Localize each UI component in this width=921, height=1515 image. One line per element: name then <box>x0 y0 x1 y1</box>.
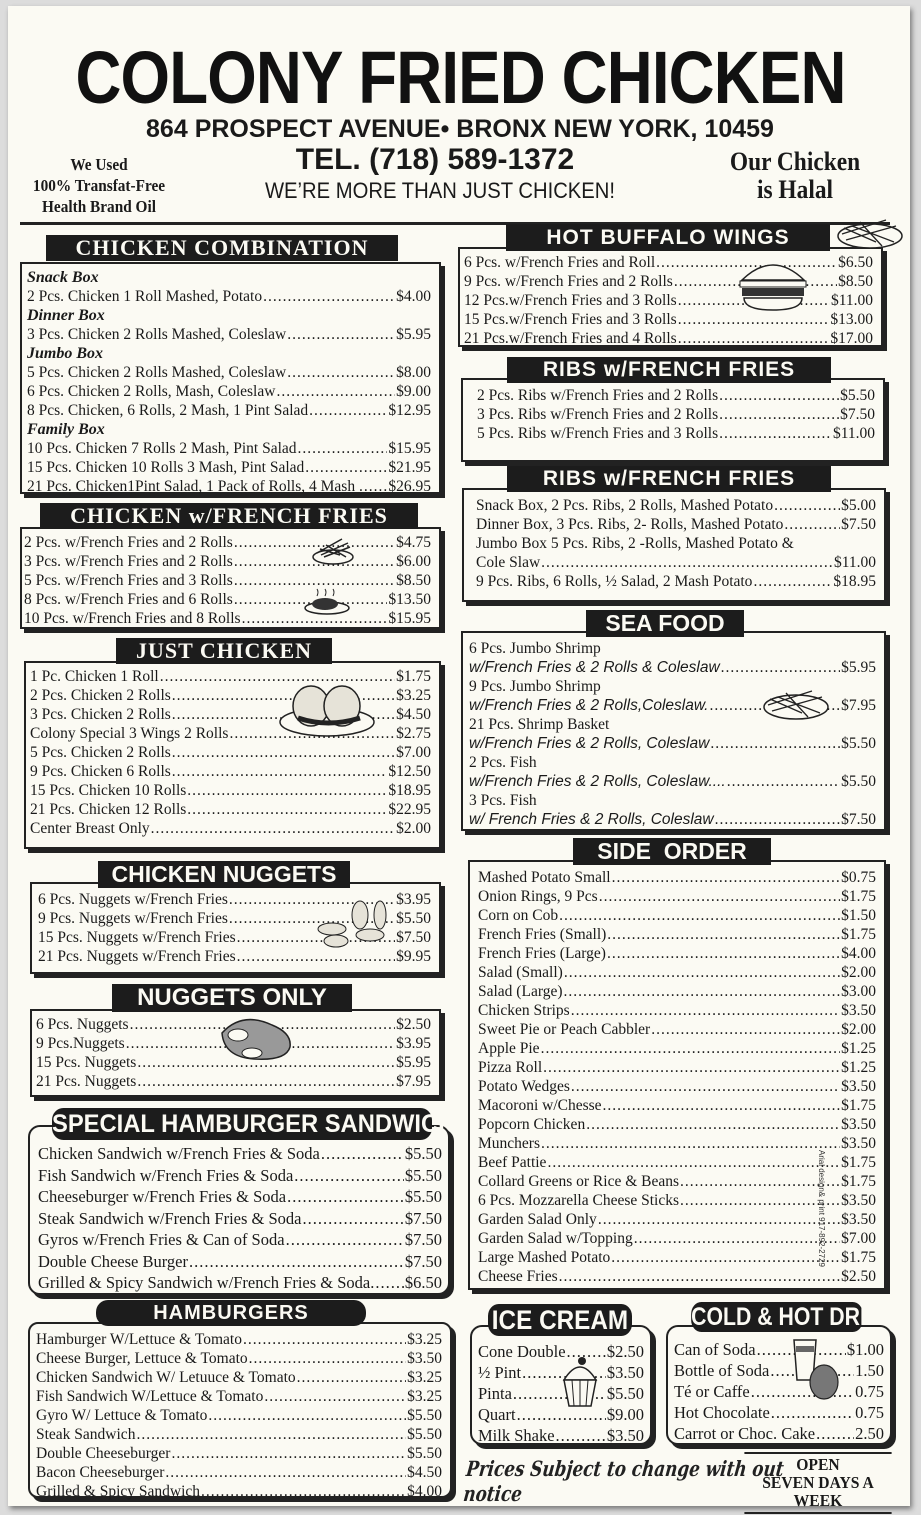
soda-cup-icon <box>792 1336 842 1404</box>
menu-item: 5 Pcs. Chicken 2 Rolls Mashed, Coleslaw ..... $8.00 <box>27 363 431 382</box>
sea-food-box <box>461 631 886 831</box>
menu-item: Steak Sandwich ..... $5.50 <box>36 1425 442 1444</box>
section-header: COLD & HOT DRINKS <box>691 1303 911 1331</box>
menu-item: 15 Pcs. Nuggets ..... $5.95 <box>36 1053 431 1072</box>
menu-item: Collard Greens or Rice & Beans ..... $1.75 <box>478 1172 876 1191</box>
menu-item: Salad (Large) ..... $3.00 <box>478 982 876 1001</box>
menu-item: Hamburger W/Lettuce & Tomato ..... $3.25 <box>36 1330 442 1349</box>
section-header: RIBS w/FRENCH FRIES <box>507 357 831 383</box>
menu-item: Double Cheeseburger ..... $5.50 <box>36 1444 442 1463</box>
menu-item: Dinner Box, 3 Pcs. Ribs, 2- Rolls, Mashed Potato ..... $7.50 <box>476 515 876 534</box>
menu-item: 15 Pcs. Chicken 10 Rolls ..... $18.95 <box>30 781 431 800</box>
menu-item: 3 Pcs. Ribs w/French Fries and 2 Rolls ..... $7.50 <box>477 405 875 424</box>
halal-line: Our Chicken <box>729 147 861 176</box>
menu-item: Center Breast Only ..... $2.00 <box>30 819 431 838</box>
menu-item: Garden Salad w/Topping ..... $7.00 <box>478 1229 876 1248</box>
menu-item: Milk Shake ..... $3.50 <box>478 1425 644 1446</box>
menu-item: 5 Pcs. w/French Fries and 3 Rolls ..... $8.50 <box>24 571 431 590</box>
section-header: RIBS w/FRENCH FRIES <box>507 466 831 492</box>
section-header: CHICKEN w/FRENCH FRIES <box>40 503 418 529</box>
menu-item: 3 Pcs. Chicken 2 Rolls Mashed, Coleslaw ..... $5.95 <box>27 325 431 344</box>
menu-item: w/French Fries & 2 Rolls, Coleslaw.... ..... $5.50 <box>469 772 876 791</box>
menu-item: 2 Pcs. Chicken 1 Roll Mashed, Potato ..... $4.00 <box>27 287 431 306</box>
menu-item: 6 Pcs. w/French Fries and Roll ..... $6.50 <box>464 253 873 272</box>
oil-notice <box>23 154 176 217</box>
chicken-combination-box <box>20 262 441 494</box>
menu-item: French Fries (Large) ..... $4.00 <box>478 944 876 963</box>
menu-item: Garden Salad Only ..... $3.50 <box>478 1210 876 1229</box>
menu-item: Double Cheese Burger ..... $7.50 <box>38 1251 442 1273</box>
menu-item: Macoroni w/Chesse ..... $1.75 <box>478 1096 876 1115</box>
section-header: ICE CREAM <box>488 1304 632 1336</box>
menu-item: 5 Pcs. Ribs w/French Fries and 3 Rolls ..... $11.00 <box>477 424 875 443</box>
menu-item: 6 Pcs. Nuggets w/French Fries ..... $3.95 <box>38 890 431 909</box>
menu-item: 1 Pc. Chicken 1 Roll ..... $1.75 <box>30 667 431 686</box>
menu-item: Chicken Strips ..... $3.50 <box>478 1001 876 1020</box>
menu-item: 5 Pcs. Chicken 2 Rolls ..... $7.00 <box>30 743 431 762</box>
group-label: Family Box <box>27 421 105 438</box>
menu-item: Té or Caffe ..... 0.75 <box>674 1381 884 1402</box>
french-fries-icon <box>836 212 904 250</box>
menu-item: w/French Fries & 2 Rolls,Coleslaw. ..... $7.95 <box>469 696 876 715</box>
french-fries-icon <box>762 685 830 723</box>
menu-item: Pinta ..... $5.50 <box>478 1383 644 1404</box>
menu-item: Grilled & Spicy Sandwich ..... $4.00 <box>36 1482 442 1501</box>
section-header: HOT BUFFALO WINGS <box>506 224 830 251</box>
group-label: Dinner Box <box>27 307 105 324</box>
menu-item: Onion Rings, 9 Pcs ..... $1.75 <box>478 887 876 906</box>
hamburgers-box <box>28 1322 452 1498</box>
menu-item: 9 Pcs. Nuggets w/French Fries ..... $5.50 <box>38 909 431 928</box>
restaurant-title: COLONY FRIED CHICKEN <box>75 36 846 119</box>
menu-item: 6 Pcs. Nuggets ..... $2.50 <box>36 1015 431 1034</box>
section-header: NUGGETS ONLY <box>112 984 352 1012</box>
section-header: HAMBURGERS <box>96 1300 366 1326</box>
menu-item: 2 Pcs. Chicken 2 Rolls ..... $3.25 <box>30 686 431 705</box>
menu-item: 21 Pcs. Nuggets ..... $7.95 <box>36 1072 431 1091</box>
menu-item: Fish Sandwich W/Lettuce & Tomato ..... $3.25 <box>36 1387 442 1406</box>
menu-item: Quart ..... $9.00 <box>478 1404 644 1425</box>
tagline: WE’RE MORE THAN JUST CHICKEN! <box>264 178 616 203</box>
menu-item: ½ Pint ..... $3.50 <box>478 1362 644 1383</box>
chicken-french-fries-box <box>20 527 441 629</box>
halal-line: is Halal <box>756 175 834 204</box>
just-chicken-box <box>24 661 441 849</box>
seafood-item-name: 9 Pcs. Jumbo Shrimp <box>469 678 601 695</box>
chicken-plate-icon <box>303 588 351 616</box>
menu-item: Fish Sandwich w/French Fries & Soda ..... $5.50 <box>38 1165 442 1187</box>
print-credit: Arial design& print 917-892-2729 <box>817 1150 826 1267</box>
menu-item: Munchers ..... $3.50 <box>478 1134 876 1153</box>
menu-item: 8 Pcs. Chicken, 6 Rolls, 2 Mash, 1 Pint Salad ..... $12.95 <box>27 401 431 420</box>
menu-item: Popcorn Chicken ..... $3.50 <box>478 1115 876 1134</box>
seafood-item-name: 2 Pcs. Fish <box>469 754 537 771</box>
menu-item: Bacon Cheeseburger ..... $4.50 <box>36 1463 442 1482</box>
section-header: SEA FOOD <box>586 610 744 637</box>
menu-item: Snack Box, 2 Pcs. Ribs, 2 Rolls, Mashed Potato ..... $5.00 <box>476 496 876 515</box>
menu-item: 12 Pcs.w/French Fries and 3 Rolls ..... $11.00 <box>464 291 873 310</box>
menu-item: Cheeseburger w/French Fries & Soda ..... $5.50 <box>38 1186 442 1208</box>
menu-item: 9 Pcs. Chicken 6 Rolls ..... $12.50 <box>30 762 431 781</box>
menu-item: Carrot or Choc. Cake ..... 2.50 <box>674 1423 884 1444</box>
halal-notice <box>714 148 876 204</box>
group-label: Snack Box <box>27 269 99 286</box>
menu-item: 21 Pcs. Nuggets w/French Fries ..... $9.95 <box>38 947 431 966</box>
menu-item: 3 Pcs. w/French Fries and 2 Rolls ..... $6.00 <box>24 552 431 571</box>
menu-item: Hot Chocolate ..... 0.75 <box>674 1402 884 1423</box>
menu-item: Cheese Burger, Lettuce & Tomato ..... $3.50 <box>36 1349 442 1368</box>
special-hamburger-sandwich-box <box>28 1125 450 1295</box>
menu-item: 6 Pcs. Chicken 2 Rolls, Mash, Coleslaw ..... $9.00 <box>27 382 431 401</box>
section-header: CHICKEN NUGGETS <box>98 861 350 888</box>
chicken-drumstick-icon <box>212 1013 300 1065</box>
menu-item: Potato Wedges ..... $3.50 <box>478 1077 876 1096</box>
menu-item: Sweet Pie or Peach Cabbler ..... $2.00 <box>478 1020 876 1039</box>
menu-item: w/French Fries & 2 Rolls, Coleslaw ..... $5.50 <box>469 734 876 753</box>
hot-buffalo-wings-box <box>458 247 883 347</box>
menu-item: Grilled & Spicy Sandwich w/French Fries & Soda. ..... $6.50 <box>38 1272 442 1294</box>
french-fries-icon <box>312 533 354 565</box>
menu-item: Apple Pie ..... $1.25 <box>478 1039 876 1058</box>
menu-item: 15 Pcs.w/French Fries and 3 Rolls ..... $13.00 <box>464 310 873 329</box>
open-hours <box>744 1452 891 1514</box>
menu-item: 9 Pcs. Ribs, 6 Rolls, ½ Salad, 2 Mash Potato ..... $18.95 <box>476 572 876 591</box>
menu-item: French Fries (Small) ..... $1.75 <box>478 925 876 944</box>
phone-number: TEL. (718) 589-1372 <box>295 143 575 176</box>
menu-item: Salad (Small) ..... $2.00 <box>478 963 876 982</box>
menu-item: Chicken Sandwich w/French Fries & Soda ..... $5.50 <box>38 1143 442 1165</box>
menu-item: Gyros w/French Fries & Can of Soda ..... $7.50 <box>38 1229 442 1251</box>
menu-item: 10 Pcs. w/French Fries and 8 Rolls ..... $15.95 <box>24 609 431 628</box>
menu-item: 21 Pcs. Chicken1Pint Salad, 1 Pack of Rolls, 4 Mash . ..... $26.95 <box>27 477 431 496</box>
menu-item: Cheese Fries ..... $2.50 <box>478 1267 876 1286</box>
ribs-french-fries-box-1 <box>461 378 885 462</box>
menu-item: Chicken Sandwich W/ Letuuce & Tomato ..... $3.25 <box>36 1368 442 1387</box>
menu-item: Pizza Roll ..... $1.25 <box>478 1058 876 1077</box>
menu-item: Large Mashed Potato ..... $1.75 <box>478 1248 876 1267</box>
menu-item: 9 Pcs.Nuggets ..... $3.95 <box>36 1034 431 1053</box>
menu-item: 3 Pcs. Chicken 2 Rolls ..... $4.50 <box>30 705 431 724</box>
prices-disclaimer: Prices Subject to change with out notice <box>462 1456 786 1506</box>
menu-item: Gyro W/ Lettuce & Tomato ..... $5.50 <box>36 1406 442 1425</box>
section-header: CHICKEN COMBINATION <box>46 235 398 261</box>
menu-item: 21 Pcs. Chicken 12 Rolls ..... $22.95 <box>30 800 431 819</box>
menu-item: Can of Soda ..... $1.00 <box>674 1339 884 1360</box>
oil-line: Health Brand Oil <box>42 197 156 216</box>
menu-item: 6 Pcs. Mozzarella Cheese Sticks ..... $3.50 <box>478 1191 876 1210</box>
menu-item: Corn on Cob ..... $1.50 <box>478 906 876 925</box>
group-label: Jumbo Box <box>27 345 104 362</box>
menu-item: w/ French Fries & 2 Rolls, Coleslaw ..... $7.50 <box>469 810 876 829</box>
menu-item: 21 Pcs.w/French Fries and 4 Rolls ..... $17.00 <box>464 329 873 348</box>
menu-item: 2 Pcs. w/French Fries and 2 Rolls ..... $4.75 <box>24 533 431 552</box>
oil-line: We Used <box>70 155 128 174</box>
open-line: OPEN <box>796 1455 840 1474</box>
roast-chicken-icon <box>278 668 376 738</box>
section-header: JUST CHICKEN <box>116 638 332 664</box>
seafood-item-name: 21 Pcs. Shrimp Basket <box>469 716 610 733</box>
nuggets-icon <box>314 895 390 951</box>
open-line: SEVEN DAYS A WEEK <box>762 1473 874 1510</box>
menu-item: Colony Special 3 Wings 2 Rolls ..... $2.75 <box>30 724 431 743</box>
menu-item: Cone Double ..... $2.50 <box>478 1341 644 1362</box>
oil-line: 100% Transfat-Free <box>32 176 166 195</box>
menu-item: Mashed Potato Small ..... $0.75 <box>478 868 876 887</box>
ribs-french-fries-box-2 <box>462 488 886 602</box>
menu-item: 2 Pcs. Ribs w/French Fries and 2 Rolls ..... $5.50 <box>477 386 875 405</box>
menu-item: 9 Pcs. w/French Fries and 2 Rolls ..... $8.50 <box>464 272 873 291</box>
menu-item: 8 Pcs. w/French Fries and 6 Rolls ..... $13.50 <box>24 590 431 609</box>
menu-item: Steak Sandwich w/French Fries & Soda ..... $7.50 <box>38 1208 442 1230</box>
drinks-box <box>666 1325 892 1445</box>
menu-item: w/French Fries & 2 Rolls & Coleslaw ..... $5.95 <box>469 658 876 677</box>
menu-item: Jumbo Box 5 Pcs. Ribs, 2 -Rolls, Mashed Potato & <box>476 535 794 552</box>
address: 864 PROSPECT AVENUE• BRONX NEW YORK, 10459 <box>146 115 774 143</box>
seafood-item-name: 6 Pcs. Jumbo Shrimp <box>469 640 601 657</box>
menu-item: Bottle of Soda ..... 1.50 <box>674 1360 884 1381</box>
hamburger-icon <box>736 254 810 314</box>
seafood-item-name: 3 Pcs. Fish <box>469 792 537 809</box>
section-header: SIDE ORDER <box>573 838 771 865</box>
menu-item: 15 Pcs. Nuggets w/French Fries ..... $7.50 <box>38 928 431 947</box>
cupcake-icon <box>560 1356 600 1408</box>
section-header: SPECIAL HAMBURGER SANDWICH <box>52 1110 456 1138</box>
menu-item: 15 Pcs. Chicken 10 Rolls 3 Mash, Pint Salad ..... $21.95 <box>27 458 431 477</box>
menu-item: Beef Pattie ..... $1.75 <box>478 1153 876 1172</box>
menu-item: Cole Slaw ..... $11.00 <box>476 553 876 572</box>
menu-item: 10 Pcs. Chicken 7 Rolls 2 Mash, Pint Salad ..... $15.95 <box>27 439 431 458</box>
